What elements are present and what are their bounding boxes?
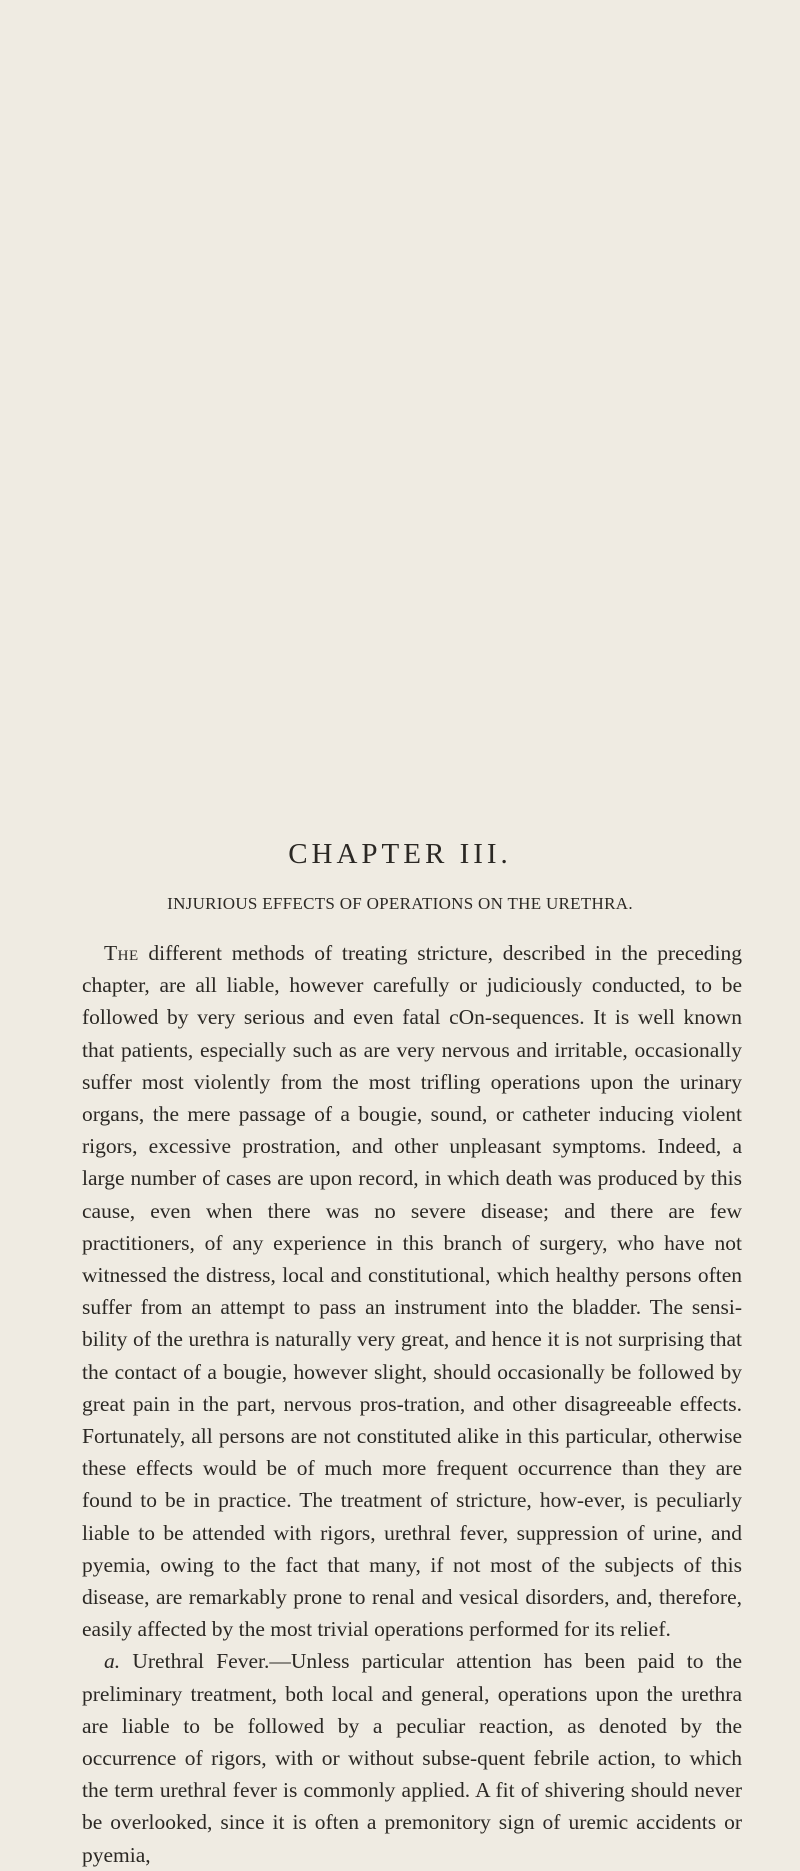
- section-marker: a.: [104, 1649, 121, 1674]
- paragraph-intro-text: different methods of treating stricture, described in the preceding chapter, are all liable, however carefully or judiciously conducted, to be followed by very serious and even fatal cOn-sequences. It is well known that patients, especially such as are very nervous and irritable, occasionally suffer most violently from the most trifling operations upon the urinary organs, the mere passage of a bougie, sound, or catheter inducing violent rigors, excessive prostration, and other unpleasant symptoms. Indeed, a large number of cases are upon record, in which death was produced by this cause, even when there was no severe disease; and there are few practitioners, of any experience in this branch of surgery, who have not witnessed the distress, local and constitutional, which healthy persons often suffer from an attempt to pass an instrument into the bladder. The sensi-bility of the urethra is naturally very great, and hence it is not surprising that the contact of a bougie, however slight, should occasionally be followed by great pain in the part, nervous pros-tration, and other disagreeable effects. Fortunately, all persons are not constituted alike in this particular, otherwise these effects would be of much more frequent occurrence than they are found to be in practice. The treatment of stricture, how-ever, is peculiarly liable to be attended with rigors, urethral fever, suppression of urine, and pyemia, owing to the fact that many, if not most of the subjects of this disease, are remarkably prone to renal and vesical disorders, and, therefore, easily affected by the most trivial operations performed for its relief.: [82, 941, 743, 1642]
- subsection-heading: Urethral Fever.: [132, 1649, 270, 1674]
- section-title: INJURIOUS EFFECTS OF OPERATIONS ON THE URETHRA.: [167, 894, 633, 913]
- paragraph-intro: [82, 937, 742, 1645]
- body-text: [82, 937, 742, 1871]
- chapter-title: CHAPTER III.: [288, 838, 512, 870]
- paragraph-urethral-fever: [82, 1645, 742, 1870]
- paragraph-urethral-fever-text: —Unless particular attention has been paid to the preliminary treatment, both local and general, operations upon the urethra are liable to be followed by a peculiar reaction, as denoted by the occurrence of rigors, with or without subse-quent febrile action, to which the term urethral fever is commonly applied. A fit of shivering should never be overlooked, since it is often a premonitory sign of uremic accidents or pyemia,: [82, 1649, 743, 1867]
- paragraph-lead-word: The: [104, 941, 139, 965]
